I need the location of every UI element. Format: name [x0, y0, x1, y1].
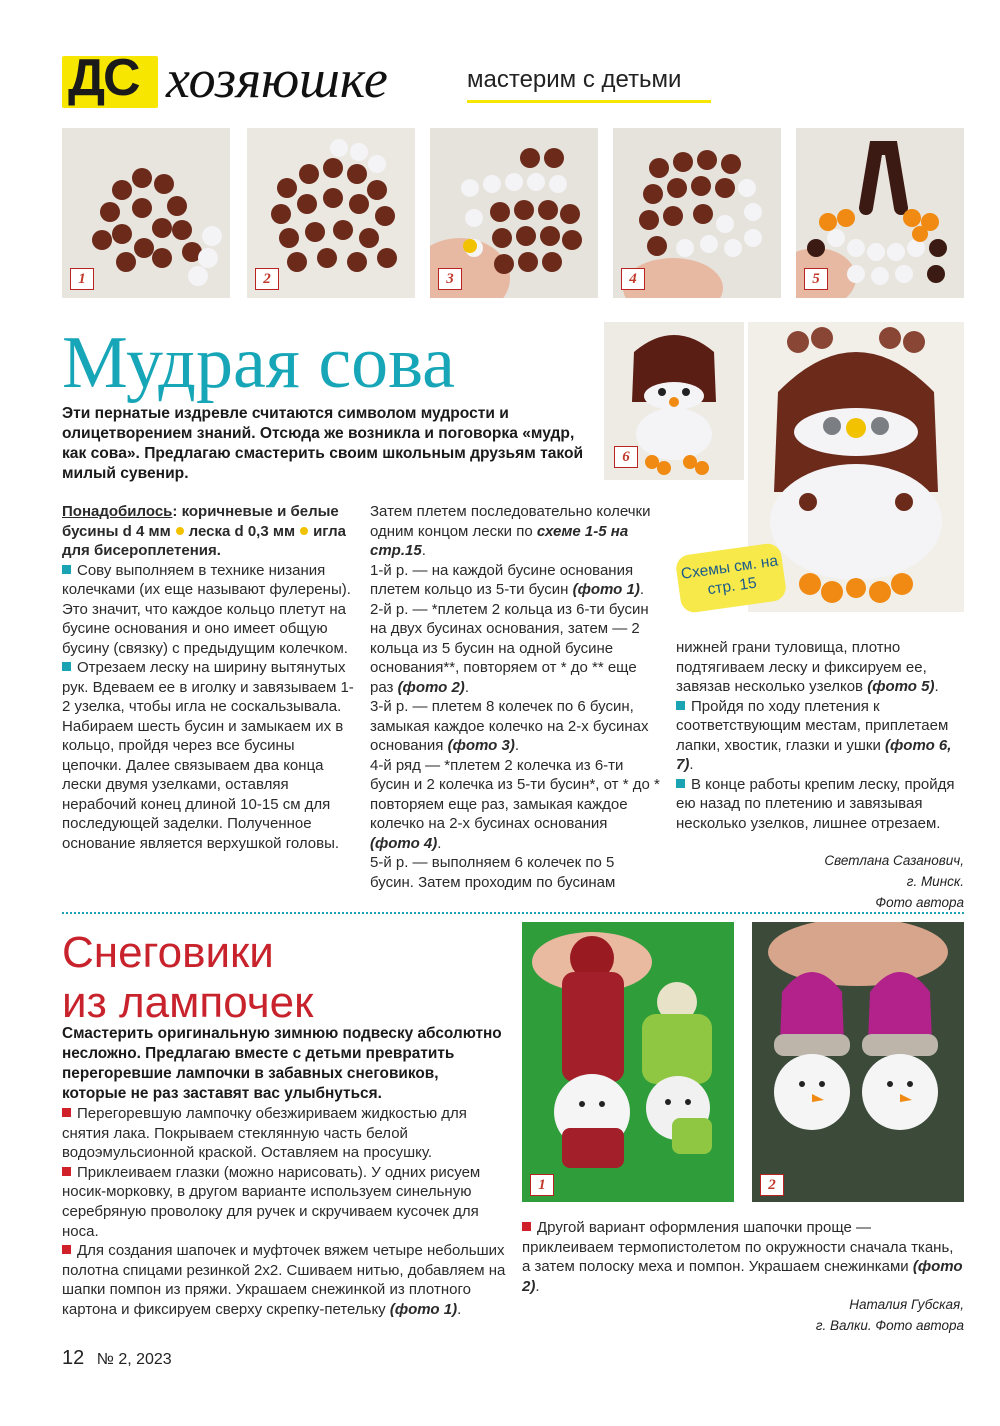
- snowmen-signature: [522, 1294, 964, 1336]
- photo-ref: (фото 1): [389, 1300, 458, 1318]
- photo-ref: (фото 1): [572, 581, 640, 598]
- photo-ref: (фото 5): [867, 678, 935, 695]
- page-number: 12: [62, 1347, 85, 1369]
- owl-col3-c: В конце работы крепим леску, пройдя ею назад по плетению и завязывая несколько узелков, лишнее отрезаем.: [676, 775, 955, 832]
- bullet-square-icon: [62, 662, 71, 671]
- owl-signature: [676, 850, 964, 913]
- article-intro-owl: Эти пернатые издревле считаются символом мудрости и олицетворением знаний. Отсюда же возникла и поговорка «мудр, как сова». Предлагаю смастерить своим школьным друзьям такой милый сувенир.: [62, 405, 584, 482]
- photo-ref: (фото 3): [447, 737, 515, 754]
- owl-photo-credit: Фото автора: [875, 895, 964, 910]
- page-footer: [62, 1348, 172, 1368]
- owl-step-photo-3: [430, 128, 598, 298]
- article-intro-snowmen: Смастерить оригинальную зимнюю подвеску абсолютно несложно. Предлагаю вместе с детьми превратить перегоревшие лампочки в забавных снеговиков, которые не раз заставят вас улыбнуться.: [62, 1025, 502, 1102]
- owl-column-2: Затем плетем последовательно колечки одним концом лески по схеме 1-5 на стр.15. 1-й р. — на каждой бусине основания плетем кольцо из 5-ти бусин (фото 1). 2-й р. — *плетем 2 кольца из 6-ти бусин на двух бусинах основания, затем — 2 кольца из 5 бусин на одной бусине основания**, повторяем от * до ** еще раз (фото 2). 3-й р. — плетем 8 колечек по 6 бусин, замыкая каждое колечко на 2-х бусинах основания (фото 3). 4-й ряд — *плетем 2 колечка из 6-ти бусин и 2 колечка из 5-ти бусин*, от * до * повторяем еще раз, замыкая каждое колечко на 2-х бусинах основания (фото 4). 5-й р. — выполняем 6 колечек по 5 бусин. Затем проходим по бусинам: [370, 503, 660, 891]
- fur-hat-snowmen-photo: [752, 922, 964, 1202]
- snowmen-paragraph-1: Перегоревшую лампочку обезжириваем жидкостью для снятия лака. Покрываем стеклянную часть белой водоэмульсионной краской. Оставляем на просушку.: [62, 1105, 467, 1162]
- bullet-square-icon: [62, 1108, 71, 1117]
- photo-label: 6: [614, 446, 638, 468]
- materials-2: леска d 0,3 мм: [188, 522, 296, 540]
- bullet-square-icon: [62, 1245, 71, 1254]
- owl-column-1: Понадобилось: коричневые и белые бусины d 4 мм леска d 0,3 мм игла для бисероплетения. Сову выполняем в технике низания колечками (их еще называют фулерены). Это значит, что каждое кольцо плетут на бусине основания и оно имеет общую бусину (связку) с предыдущим колечком. Отрезаем леску на ширину вытянутых рук. Вдеваем ее в иголку и завязываем 1-2 узелка, чтобы игла не соскальзывала. Набираем шесть бусин и замыкаем их в кольцо, пройдя через все бусины цепочки. Далее связываем два конца лески двумя узелками, оставляя нерабочий конец длиной 10-15 см для последующей заделки. Полученное основание является верхушкой головы.: [62, 503, 354, 852]
- owl-step-photo-2: [247, 128, 415, 298]
- owl-row-5: 5-й р. — выполняем 6 колечек по 5 бусин. Затем проходим по бусинам: [370, 854, 616, 891]
- snowmen-paragraph-3: Для создания шапочек и муфточек вяжем четыре небольших полотна спицами резинкой 2х2. Сшиваем нитью, добавляем на шапки помпон из пряжи. Украшаем снежинкой из плотного картона и фиксируем сверху скрепку-петельку: [62, 1242, 506, 1318]
- section-subtitle: мастерим с детьми: [467, 66, 682, 93]
- bullet-dot-icon: [300, 527, 308, 535]
- photo-ref: (фото 6, 7): [676, 736, 952, 773]
- subtitle-underline: [467, 100, 711, 103]
- owl-step-photo-1: [62, 128, 230, 298]
- photo-label: 1: [70, 268, 94, 290]
- article-title-owl: Мудрая сова: [62, 322, 455, 404]
- materials-3: игла для бисероплетения.: [62, 522, 347, 559]
- materials-1: коричневые и белые бусины d 4 мм: [62, 503, 339, 540]
- snowmen-column-1: Перегоревшую лампочку обезжириваем жидкостью для снятия лака. Покрываем стеклянную часть белой водоэмульсионной краской. Оставляем на просушку. Приклеиваем глазки (можно нарисовать). У одних рисуем носик-морковку, в другом варианте используем синельную серебряную проволоку для ручек и скручиваем кусочек для носа. Для создания шапочек и муфточек вяжем четыре небольших полотна спицами резинкой 2х2. Сшиваем нитью, добавляем на шапки помпон из пряжи. Украшаем снежинкой из плотного картона и фиксируем сверху скрепку-петельку (фото 1).: [62, 1105, 506, 1318]
- snowmen-photo-2: [752, 922, 964, 1202]
- owl-city: г. Минск.: [906, 874, 964, 889]
- snowmen-paragraph-4: Другой вариант оформления шапочки проще — приклеиваем термопистолетом по окружности сначала ткань, а затем полоску меха и помпон. Украшаем снежинками: [522, 1219, 954, 1276]
- bullet-square-icon: [676, 701, 685, 710]
- snowmen-title-line-2: из лампочек: [62, 978, 314, 1027]
- photo-label: 5: [804, 268, 828, 290]
- section-divider: [62, 912, 964, 914]
- snowmen-title-line-1: Снеговики: [62, 928, 274, 977]
- owl-step-photo-5: [796, 128, 964, 298]
- snowmen-city-credit: г. Валки. Фото автора: [815, 1318, 964, 1333]
- owl-paragraph-1: Сову выполняем в технике низания колечками (их еще называют фулерены). Это значит, что каждое кольцо плетут на бусине основания и оно имеет общую бусину (связку) с предыдущим колечком.: [62, 561, 351, 657]
- section-title: хозяюшке: [166, 49, 388, 109]
- bullet-dot-icon: [176, 527, 184, 535]
- photo-ref: (фото 2): [522, 1258, 963, 1295]
- bullet-square-icon: [522, 1222, 531, 1231]
- photo-ref: (фото 4): [370, 834, 438, 852]
- owl-col2-intro: Затем плетем последовательно колечки одним концом лески по: [370, 503, 651, 540]
- snowmen-photo-1: [522, 922, 734, 1202]
- owl-row-2: 2-й р. — *плетем 2 кольца из 6-ти бусин на двух бусинах основания, затем — 2 кольца из 5 бусин на одной бусине основания**, повторяем от * до ** еще раз: [370, 600, 649, 696]
- photo-ref: (фото 2): [397, 678, 465, 696]
- snowmen-paragraph-2: Приклеиваем глазки (можно нарисовать). У одних рисуем носик-морковку, в другом варианте используем синельную серебряную проволоку для ручек и скручиваем кусочек для носа.: [62, 1163, 481, 1240]
- schemes-callout: Схемы см. на стр. 15: [674, 542, 787, 614]
- owl-photo-6: [604, 322, 744, 480]
- owl-step-photo-4: [613, 128, 781, 298]
- owl-col3-a: нижней грани туловища, плотно подтягиваем леску и фиксируем ее, завязав несколько узелков: [676, 639, 927, 695]
- owl-row-3: 3-й р. — плетем 8 колечек по 6 бусин, замыкая каждое колечко на 2-х бусинах основания: [370, 698, 649, 754]
- issue-number: № 2, 2023: [96, 1351, 172, 1368]
- photo-label: 2: [255, 268, 279, 290]
- owl-column-3: нижней грани туловища, плотно подтягиваем леску и фиксируем ее, завязав несколько узелков (фото 5). Пройдя по ходу плетения к соответствующим местам, приплетаем лапки, хвостик, глазки и ушки (фото 6, 7). В конце работы крепим леску, пройдя ею назад по плетению и завязывая несколько узелков, лишнее отрезаем.: [676, 639, 955, 832]
- owl-author: Светлана Сазанович,: [824, 853, 964, 868]
- bullet-square-icon: [62, 1167, 71, 1176]
- owl-row-1: 1-й р. — на каждой бусине основания плетем кольцо из 5-ти бусин: [370, 561, 634, 598]
- photo-label: 1: [530, 1174, 554, 1196]
- owl-paragraph-2: Отрезаем леску на ширину вытянутых рук. Вдеваем ее в иголку и завязываем 1-2 узелка, чтобы игла не соскальзывала. Набираем шесть бусин и замыкаем их в кольцо, пройдя через все бусины цепочки. Далее связываем два конца лески двумя узелками, оставляя нерабочий конец длиной 10-15 см для последующей заделки. Полученное основание является верхушкой головы.: [62, 659, 354, 852]
- scheme-ref: схеме 1-5 на стр.15: [370, 522, 629, 559]
- owl-col3-b: Пройдя по ходу плетения к соответствующим местам, приплетаем лапки, хвостик, глазки и ушки: [676, 697, 949, 754]
- article-title-snowmen: [62, 928, 313, 1028]
- logo-text: ДС: [68, 49, 139, 107]
- snowmen-author: Наталия Губская,: [849, 1297, 964, 1312]
- materials-label: Понадобилось: [62, 503, 173, 520]
- photo-label: 3: [438, 268, 462, 290]
- photo-label: 4: [621, 268, 645, 290]
- snowmen-column-2: Другой вариант оформления шапочки проще — приклеиваем термопистолетом по окружности сначала ткань, а затем полоску меха и помпон. Украшаем снежинками (фото 2).: [522, 1219, 963, 1295]
- bullet-square-icon: [62, 565, 71, 574]
- magazine-logo: [62, 49, 158, 108]
- knit-hat-snowmen-photo: [522, 922, 734, 1202]
- owl-row-4: 4-й ряд — *плетем 2 колечка из 6-ти бусин и 2 колечка из 5-ти бусин*, от * до * повторяем еще раз, замыкая каждое колечко на 2-х бусинах основания: [370, 756, 660, 832]
- photo-label: 2: [760, 1174, 784, 1196]
- bullet-square-icon: [676, 779, 685, 788]
